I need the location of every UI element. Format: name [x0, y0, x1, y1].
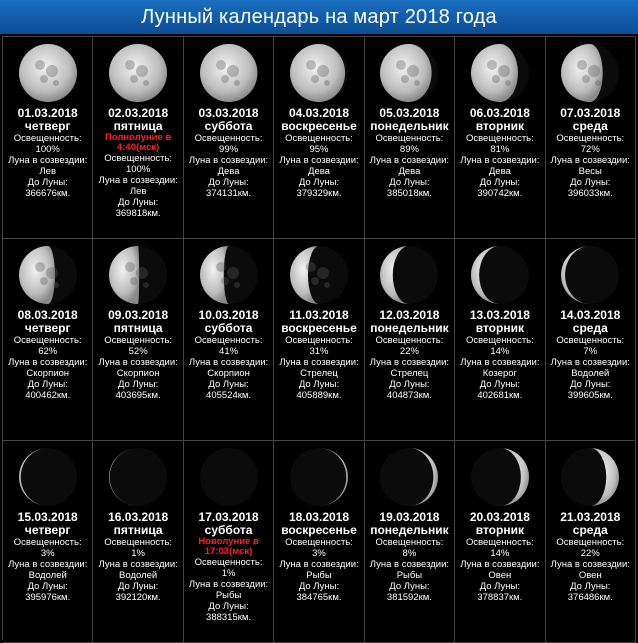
constellation-label: Луна в созвездии: [279, 357, 359, 368]
moon-phase-icon [468, 41, 532, 105]
moon-mare-spot [317, 65, 329, 77]
distance-value: 404873км. [386, 390, 432, 401]
moon-mare-spot [53, 282, 59, 288]
illumination-label: Освещенность: [556, 335, 625, 346]
illumination-label: Освещенность: [556, 537, 625, 548]
moon-mare-spot [577, 60, 587, 70]
moon-mare-spot [306, 262, 316, 272]
illumination-value: 7% [583, 346, 598, 357]
page-title: Лунный календарь на март 2018 года [0, 0, 638, 34]
illumination-label: Освещенность: [104, 335, 173, 346]
day-cell [274, 37, 364, 239]
day-of-week: среда [572, 119, 608, 133]
illumination-value: 1% [221, 568, 236, 579]
day-date: 01.03.2018 [17, 106, 78, 120]
day-cell [274, 239, 364, 441]
day-date: 18.03.2018 [288, 510, 350, 524]
illumination-label: Освещенность: [194, 133, 263, 144]
constellation-value: Дева [217, 166, 240, 177]
constellation-label: Луна в созвездии: [188, 155, 269, 166]
constellation-value: Дева [398, 166, 421, 177]
distance-label: До Луны: [27, 379, 68, 390]
moon-mare-spot [227, 65, 239, 77]
constellation-label: Луна в созвездии: [369, 559, 450, 570]
moon-phase-icon [106, 41, 170, 105]
moon-mare-spot [40, 75, 48, 83]
distance-value: 390742км. [477, 188, 523, 199]
moon-phase-icon [468, 243, 532, 307]
moon-mare-spot [234, 282, 240, 288]
distance-label: До Луны: [208, 177, 249, 188]
constellation-value: Скорпион [207, 368, 250, 379]
moon-mare-spot [143, 80, 149, 86]
day-date: 15.03.2018 [17, 510, 78, 524]
illumination-label: Освещенность: [465, 537, 534, 548]
moon-mare-spot [221, 75, 229, 83]
day-cell [184, 441, 274, 643]
day-cell [93, 441, 183, 643]
distance-label: До Луны: [570, 379, 611, 390]
distance-value: 384765км. [296, 592, 342, 603]
day-date: 17.03.2018 [198, 510, 259, 524]
constellation-label: Луна в созвездии: [460, 559, 540, 570]
distance-value: 405889км. [296, 390, 342, 401]
day-cell [274, 441, 364, 643]
moon-phase-icon [287, 243, 351, 307]
moon-mare-spot [498, 65, 510, 77]
illumination-label: Освещенность: [13, 133, 82, 144]
constellation-label: Луна в созвездии: [460, 155, 540, 166]
illumination-label: Освещенность: [13, 537, 82, 548]
moon-mare-spot [492, 75, 500, 83]
distance-label: До Луны: [389, 379, 430, 390]
illumination-value: 62% [38, 346, 58, 357]
day-cell [3, 239, 93, 441]
constellation-value: Водолей [119, 570, 158, 581]
moon-phase-icon [558, 41, 622, 105]
moon-mare-spot [143, 282, 149, 288]
distance-value: 378837км. [477, 592, 523, 603]
illumination-value: 81% [490, 144, 510, 155]
day-of-week: понедельник [370, 119, 449, 133]
illumination-label: Освещенность: [194, 335, 263, 346]
distance-value: 399605км. [567, 390, 613, 401]
illumination-label: Освещенность: [285, 537, 353, 548]
day-cell [546, 239, 636, 441]
constellation-label: Луна в созвездии: [8, 559, 88, 570]
day-date: 14.03.2018 [560, 308, 621, 322]
day-cell [3, 441, 93, 643]
distance-label: До Луны: [570, 581, 611, 592]
illumination-value: 3% [312, 548, 326, 559]
distance-value: 396033км. [567, 188, 613, 199]
illumination-value: 89% [399, 144, 419, 155]
distance-label: До Луны: [117, 197, 159, 208]
illumination-value: 22% [580, 548, 600, 559]
moon-mare-spot [216, 60, 226, 70]
moon-mare-spot [227, 267, 239, 279]
constellation-label: Луна в созвездии: [550, 357, 630, 368]
constellation-label: Луна в созвездии: [98, 357, 178, 368]
day-of-week: среда [572, 523, 608, 537]
day-of-week: вторник [475, 523, 524, 537]
illumination-label: Освещенность: [375, 537, 444, 548]
moon-phase-icon [377, 41, 441, 105]
moon-mare-spot [216, 262, 226, 272]
day-cell [365, 239, 455, 441]
distance-label: До Луны: [117, 379, 159, 390]
illumination-value: 14% [490, 548, 510, 559]
illumination-label: Освещенность: [285, 335, 353, 346]
day-of-week: воскресенье [281, 321, 357, 335]
constellation-label: Луна в созвездии: [279, 559, 359, 570]
day-date: 10.03.2018 [198, 308, 259, 322]
distance-value: 405524км. [206, 390, 252, 401]
distance-label: До Луны: [479, 379, 520, 390]
moon-mare-spot [582, 75, 590, 83]
constellation-label: Луна в созвездии: [369, 357, 450, 368]
illumination-value: 31% [309, 346, 329, 357]
moon-phase-icon [106, 243, 170, 307]
moon-dark-disc [200, 448, 258, 506]
illumination-label: Освещенность: [104, 537, 173, 548]
distance-label: До Луны: [389, 581, 430, 592]
moon-mare-spot [53, 80, 59, 86]
moon-lit-area [109, 246, 139, 304]
constellation-value: Дева [308, 166, 330, 177]
moon-mare-spot [505, 80, 511, 86]
day-of-week: четверг [24, 119, 71, 133]
distance-label: До Луны: [389, 177, 430, 188]
illumination-value: 1% [131, 548, 145, 559]
distance-value: 392120км. [115, 592, 161, 603]
distance-value: 381592км. [386, 592, 432, 603]
distance-value: 366676км. [25, 188, 71, 199]
illumination-label: Освещенность: [556, 133, 625, 144]
illumination-value: 52% [128, 346, 148, 357]
illumination-value: 100% [35, 144, 60, 155]
day-date: 04.03.2018 [288, 106, 350, 120]
distance-label: До Луны: [298, 581, 340, 592]
day-date: 09.03.2018 [108, 308, 169, 322]
illumination-value: 99% [219, 144, 239, 155]
illumination-value: 14% [490, 346, 510, 357]
moon-phase-icon [197, 243, 261, 307]
moon-mare-spot [130, 277, 138, 285]
moon-phase-icon [377, 445, 441, 509]
day-of-week: понедельник [370, 321, 449, 335]
day-of-week: четверг [24, 321, 71, 335]
moon-mare-spot [40, 277, 48, 285]
illumination-label: Освещенность: [375, 335, 444, 346]
illumination-value: 22% [399, 346, 419, 357]
distance-label: До Луны: [27, 177, 68, 188]
illumination-value: 95% [309, 144, 329, 155]
illumination-value: 100% [125, 164, 151, 175]
moon-event: Новолуние в 17:03(мск) [198, 536, 259, 557]
day-cell [546, 37, 636, 239]
constellation-label: Луна в созвездии: [550, 155, 630, 166]
constellation-label: Луна в созвездии: [8, 155, 88, 166]
day-of-week: суббота [204, 523, 253, 537]
moon-mare-spot [487, 60, 497, 70]
day-cell [3, 37, 93, 239]
day-of-week: вторник [475, 119, 524, 133]
day-of-week: пятница [113, 523, 163, 537]
constellation-value: Весы [578, 166, 602, 177]
distance-value: 403695км. [115, 390, 161, 401]
distance-value: 376486км. [567, 592, 613, 603]
distance-value: 395976км. [25, 592, 71, 603]
constellation-label: Луна в созвездии: [279, 155, 359, 166]
constellation-label: Луна в созвездии: [460, 357, 540, 368]
distance-value: 369818км. [115, 208, 161, 219]
moon-mare-spot [136, 65, 148, 77]
day-date: 12.03.2018 [379, 308, 440, 322]
moon-mare-spot [46, 267, 58, 279]
moon-phase-icon [468, 445, 532, 509]
moon-phase-icon [287, 445, 351, 509]
distance-value: 374131км. [206, 188, 252, 199]
day-date: 06.03.2018 [469, 106, 530, 120]
moon-mare-spot [306, 60, 316, 70]
day-of-week: суббота [204, 321, 253, 335]
constellation-value: Стрелец [390, 368, 429, 379]
illumination-value: 3% [40, 548, 55, 559]
moon-mare-spot [317, 267, 329, 279]
moon-phase-icon [16, 243, 80, 307]
moon-mare-spot [324, 80, 330, 86]
day-cell [93, 37, 183, 239]
moon-mare-spot [136, 267, 148, 279]
moon-phase-icon [16, 41, 80, 105]
constellation-label: Луна в созвездии: [188, 357, 269, 368]
constellation-value: Водолей [571, 368, 610, 379]
day-cell [546, 441, 636, 643]
moon-phase-icon [106, 445, 170, 509]
distance-label: До Луны: [208, 601, 249, 612]
constellation-label: Луна в созвездии: [98, 175, 178, 186]
constellation-label: Луна в созвездии: [8, 357, 88, 368]
moon-mare-spot [311, 75, 319, 83]
constellation-label: Луна в созвездии: [98, 559, 178, 570]
distance-label: До Луны: [570, 177, 611, 188]
distance-label: До Луны: [117, 581, 159, 592]
moon-mare-spot [46, 65, 58, 77]
illumination-value: 41% [219, 346, 239, 357]
constellation-value: Скорпион [26, 368, 70, 379]
day-of-week: воскресенье [281, 119, 357, 133]
constellation-value: Козерог [482, 368, 517, 379]
day-of-week: среда [572, 321, 608, 335]
constellation-value: Скорпион [116, 368, 160, 379]
distance-value: 379329км. [296, 188, 342, 199]
day-date: 13.03.2018 [469, 308, 530, 322]
illumination-label: Освещенность: [375, 133, 444, 144]
moon-mare-spot [588, 65, 600, 77]
day-date: 08.03.2018 [17, 308, 78, 322]
moon-lit-area [471, 44, 518, 102]
day-cell [455, 37, 545, 239]
moon-mare-spot [221, 277, 229, 285]
moon-phase-icon [16, 445, 80, 509]
distance-label: До Луны: [298, 177, 340, 188]
moon-lit-area [380, 44, 432, 102]
day-cell [455, 441, 545, 643]
moon-phase-icon [558, 445, 622, 509]
illumination-label: Освещенность: [13, 335, 82, 346]
moon-event: Полнолуние в 4:40(мск) [104, 132, 172, 153]
day-of-week: воскресенье [281, 523, 357, 537]
moon-mare-spot [125, 60, 135, 70]
day-cell [93, 239, 183, 441]
day-date: 07.03.2018 [560, 106, 621, 120]
distance-label: До Луны: [479, 581, 520, 592]
day-date: 21.03.2018 [560, 510, 621, 524]
day-cell [365, 441, 455, 643]
day-of-week: четверг [24, 523, 71, 537]
constellation-value: Водолей [28, 570, 67, 581]
illumination-label: Освещенность: [465, 335, 534, 346]
moon-mare-spot [130, 75, 138, 83]
day-date: 05.03.2018 [379, 106, 440, 120]
constellation-value: Рыбы [306, 570, 332, 581]
moon-mare-spot [35, 262, 45, 272]
distance-value: 385018км. [386, 188, 432, 199]
constellation-value: Овен [578, 570, 602, 581]
day-date: 02.03.2018 [108, 106, 169, 120]
constellation-value: Рыбы [396, 570, 423, 581]
day-cell [455, 239, 545, 441]
illumination-label: Освещенность: [285, 133, 353, 144]
moon-phase-icon [287, 41, 351, 105]
constellation-value: Лев [129, 186, 147, 197]
constellation-value: Стрелец [300, 368, 338, 379]
constellation-label: Луна в созвездии: [550, 559, 630, 570]
day-of-week: вторник [475, 321, 524, 335]
day-date: 19.03.2018 [379, 510, 440, 524]
distance-label: До Луны: [479, 177, 520, 188]
illumination-label: Освещенность: [465, 133, 534, 144]
moon-phase-icon [197, 41, 261, 105]
moon-phase-icon [377, 243, 441, 307]
day-date: 03.03.2018 [198, 106, 259, 120]
day-date: 16.03.2018 [108, 510, 169, 524]
day-cell [184, 37, 274, 239]
constellation-label: Луна в созвездии: [188, 579, 269, 590]
day-of-week: пятница [113, 321, 163, 335]
moon-mare-spot [311, 277, 319, 285]
illumination-value: 72% [580, 144, 600, 155]
distance-label: До Луны: [208, 379, 249, 390]
illumination-label: Освещенность: [104, 153, 173, 164]
illumination-value: 8% [402, 548, 417, 559]
day-date: 11.03.2018 [289, 308, 349, 322]
day-date: 20.03.2018 [469, 510, 530, 524]
calendar-grid [2, 36, 636, 640]
illumination-label: Освещенность: [194, 557, 263, 568]
moon-mare-spot [35, 60, 45, 70]
moon-phase-icon [558, 243, 622, 307]
day-of-week: суббота [204, 119, 253, 133]
distance-label: До Луны: [298, 379, 340, 390]
day-cell [184, 239, 274, 441]
distance-value: 388315км. [206, 612, 252, 623]
moon-mare-spot [401, 75, 409, 83]
moon-mare-spot [407, 65, 419, 77]
moon-mare-spot [396, 60, 406, 70]
day-of-week: пятница [113, 119, 163, 133]
constellation-value: Рыбы [215, 590, 242, 601]
distance-value: 400462км. [25, 390, 71, 401]
distance-label: До Луны: [27, 581, 68, 592]
moon-phase-icon [197, 445, 261, 509]
day-of-week: понедельник [370, 523, 449, 537]
moon-mare-spot [414, 80, 420, 86]
distance-value: 402681км. [477, 390, 523, 401]
moon-mare-spot [595, 80, 601, 86]
moon-mare-spot [324, 282, 330, 288]
day-cell [365, 37, 455, 239]
moon-mare-spot [125, 262, 135, 272]
constellation-label: Луна в созвездии: [369, 155, 450, 166]
constellation-value: Лев [39, 166, 56, 177]
moon-mare-spot [234, 80, 240, 86]
constellation-value: Дева [488, 166, 511, 177]
constellation-value: Овен [488, 570, 512, 581]
